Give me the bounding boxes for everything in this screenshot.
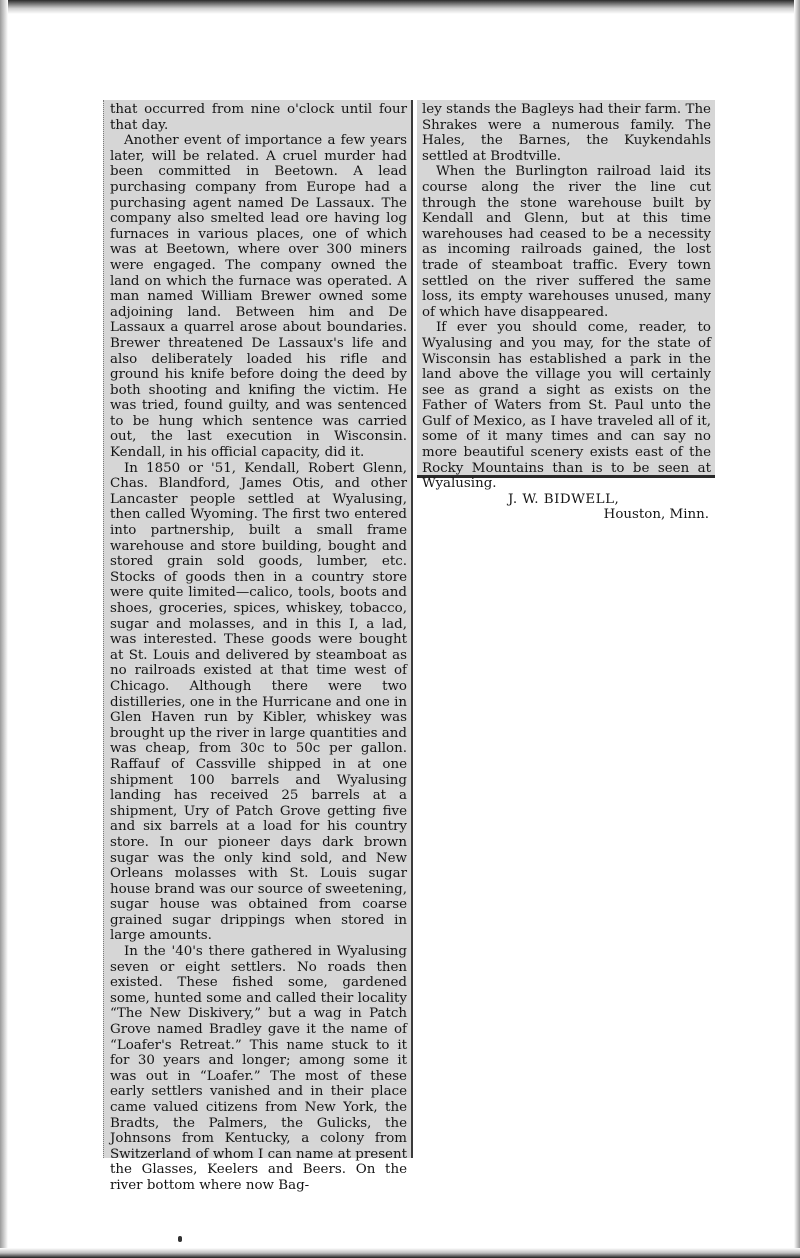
clipping-right-column [417,100,715,523]
author-signature: J. W. BIDWELL, [508,491,620,507]
paragraph: In the '40's there gathered in Wyalusing seven or eight settlers. No roads then existed. These fished some, gardened some, hunted some and called their locality “The New Diskivery,” but a wag in Patch Grove named Bradley gave it the name of “Loafer's Retreat.” This name stuck to it for 30 years and longer; among some it was out in “Loafer.” The most of these early settlers vanished and in their place came valued citizens from New York, the Bradts, the Palmers, the Gulicks, the Johnsons from Kentucky, a colony from Switzerland of whom I can name at present the Glasses, Keelers and Beers. On the river bottom where now Bag- [110,944,407,1193]
scan-edge-left [0,0,8,1258]
paragraph: When the Burlington railroad laid its course along the river the line cut through the stone warehouse built by Kendall and Glenn, but at this time warehouses had ceased to be a necessity as incoming railroads gained, the lost trade of steamboat traffic. Every town settled on the river suffered the same loss, its empty warehouses unused, many of which have disappeared. [422,164,711,320]
paragraph: In 1850 or '51, Kendall, Robert Glenn, Chas. Blandford, James Otis, and other Lancaster people settled at Wyalusing, then called Wyoming. The first two entered into partnership, built a small frame warehouse and store building, bought and stored grain sold goods, lumber, etc. Stocks of goods then in a country store were quite limited—calico, tools, boots and shoes, groceries, spices, whiskey, tobacco, sugar and molasses, and in this I, a lad, was interested. These goods were bought at St. Louis and delivered by steamboat as no railroads existed at that time west of Chicago. Although there were two distilleries, one in the Hurricane and one in Glen Haven run by Kibler, whiskey was brought up the river in large quantities and was cheap, from 30c to 50c per gallon. Raffauf of Cassville shipped in at one shipment 100 barrels and Wyalusing landing has received 25 barrels at a shipment, Ury of Patch Grove getting five and six barrels at a load for his country store. In our pioneer days dark brown sugar was the only kind sold, and New Orleans molasses with St. Louis sugar house brand was our source of sweetening, sugar house was obtained from coarse grained sugar drippings when stored in large amounts. [110,460,407,944]
clipping-left-column [103,100,413,1193]
scan-edge-right [794,0,800,1258]
paragraph: Another event of importance a few years later, will be related. A cruel murder had been committed in Beetown. A lead purchasing company from Europe had a purchasing agent named De Lassaux. The company also smelted lead ore having log furnaces in various places, one of which was at Beetown, where over 300 miners were engaged. The company owned the land on which the furnace was operated. A man named William Brewer owned some adjoining land. Between him and De Lassaux a quarrel arose about boundaries. Brewer threatened De Lassaux's life and also deliberately loaded his rifle and ground his knife before doing the deed by both shooting and knifing the victim. He was tried, found guilty, and was sentenced to be hung which sentence was carried out, the last execution in Wisconsin. Kendall, in his official capacity, did it. [110,133,407,461]
scan-edge-top [0,0,800,14]
paragraph: ley stands the Bagleys had their farm. The Shrakes were a numerous family. The Hales, the Barnes, the Kuykendahls settled at Brodtville. [422,102,711,164]
scan-speck-mark [178,1236,182,1242]
scan-edge-bottom [0,1248,800,1258]
paragraph: that occurred from nine o'clock until four that day. [110,102,407,133]
author-location: Houston, Minn. [603,507,709,523]
paragraph: If ever you should come, reader, to Wyalusing and you may, for the state of Wisconsin has established a park in the land above the village you will certainly see as grand a sight as exists on the Father of Waters from St. Paul unto the Gulf of Mexico, as I have traveled all of it, some of it many times and can say no more beautiful scenery exists east of the Rocky Mountains than is to be seen at Wyalusing. [422,320,711,492]
